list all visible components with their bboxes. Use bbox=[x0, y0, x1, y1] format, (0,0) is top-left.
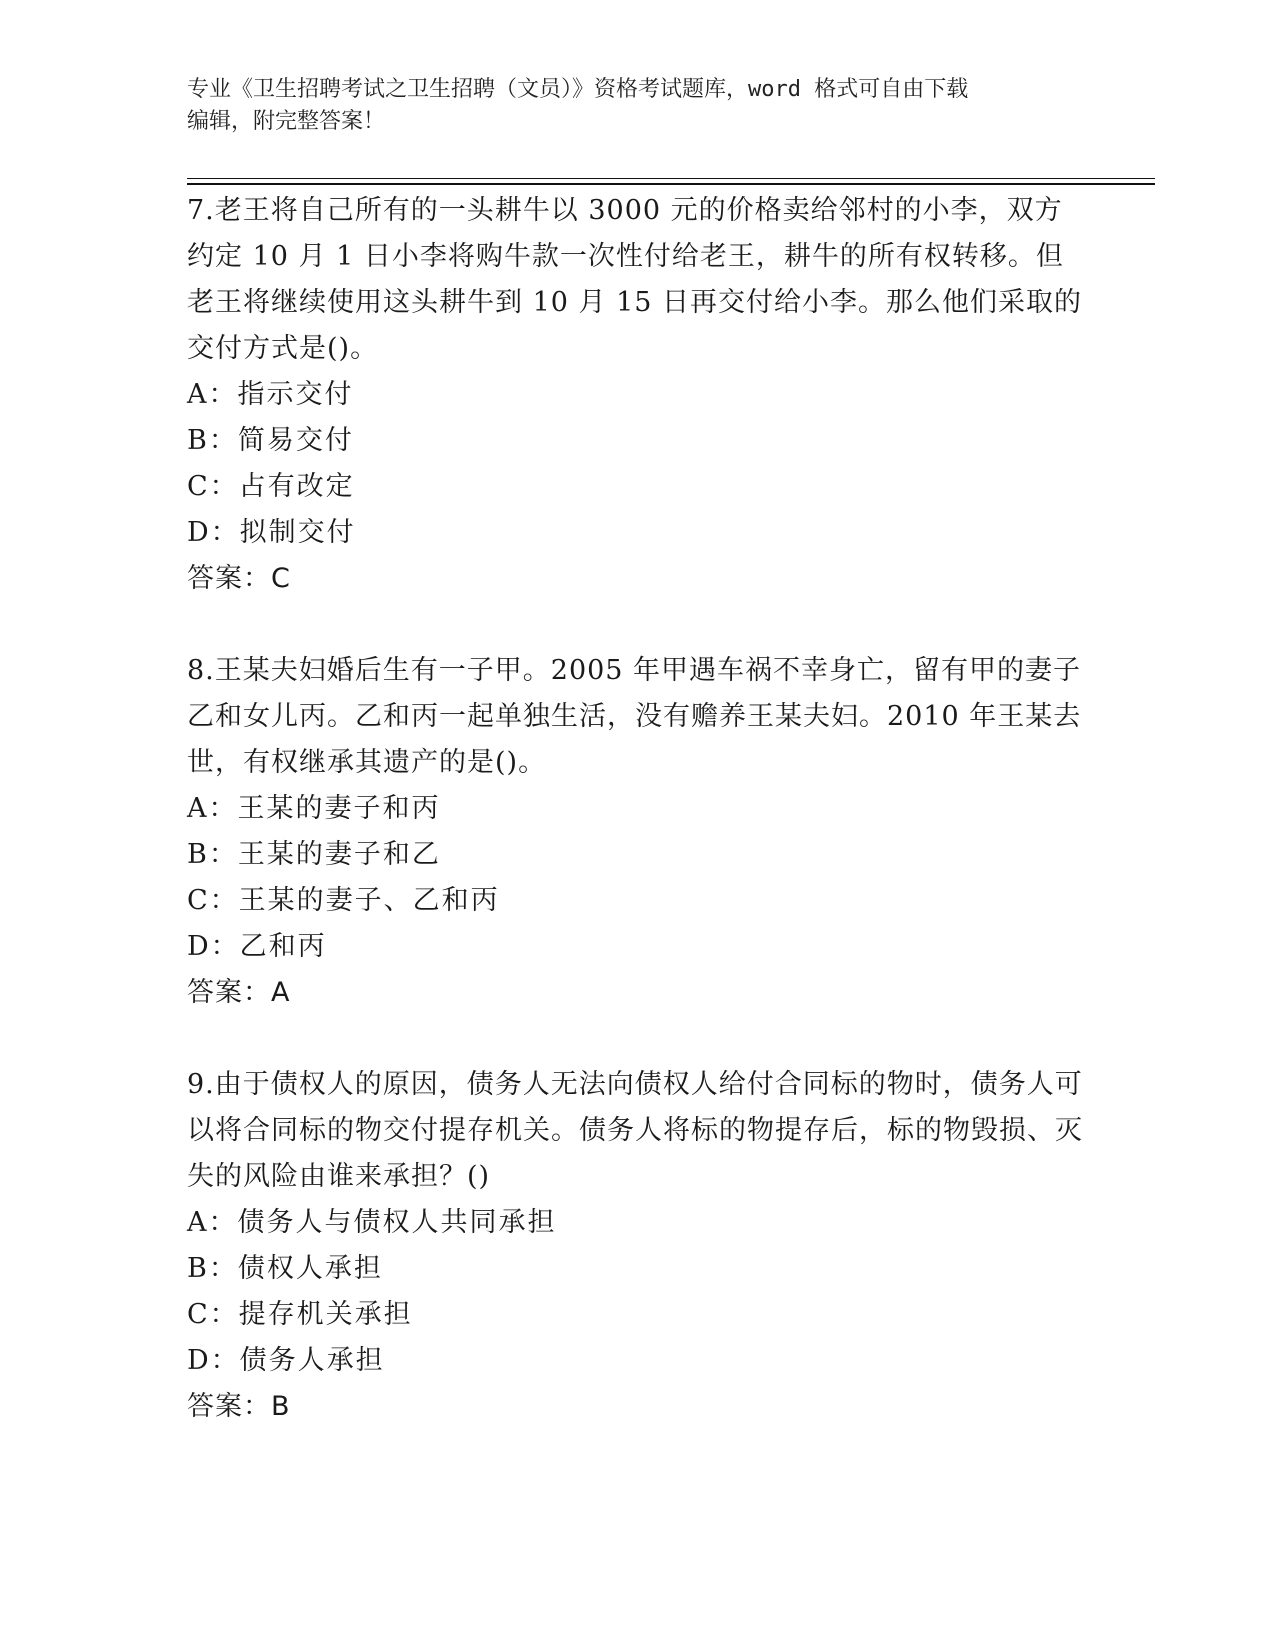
option-d: D：拟制交付 bbox=[187, 517, 356, 548]
answer: 答案：A bbox=[187, 977, 291, 1008]
option-b: B：王某的妻子和乙 bbox=[187, 839, 441, 870]
header-line-2: 编辑，附完整答案！ bbox=[187, 109, 386, 134]
option-c: C：提存机关承担 bbox=[187, 1299, 413, 1330]
option-b: B：简易交付 bbox=[187, 425, 354, 456]
question-8 bbox=[187, 648, 1087, 1016]
question-7 bbox=[187, 188, 1087, 602]
question-stem: 8.王某夫妇婚后生有一子甲。2005 年甲遇车祸不幸身亡，留有甲的妻子乙和女儿丙。乙和丙一起单独生活，没有赡养王某夫妇。2010 年王某去世，有权继承其遗产的是()。 bbox=[187, 655, 1082, 778]
option-c: C：占有改定 bbox=[187, 471, 355, 502]
document-header bbox=[187, 74, 1067, 138]
question-stem: 7.老王将自己所有的一头耕牛以 3000 元的价格卖给邻村的小李，双方约定 10 月 1 日小李将购牛款一次性付给老王，耕牛的所有权转移。但老王将继续使用这头耕牛到 10 月 15 日再交付给小李。那么他们采取的交付方式是()。 bbox=[187, 195, 1083, 364]
option-d: D：乙和丙 bbox=[187, 931, 327, 962]
question-stem: 9.由于债权人的原因，债务人无法向债权人给付合同标的物时，债务人可以将合同标的物交付提存机关。债务人将标的物提存后，标的物毁损、灭失的风险由谁来承担？() bbox=[187, 1069, 1083, 1192]
option-b: B：债权人承担 bbox=[187, 1253, 383, 1284]
option-a: A：王某的妻子和丙 bbox=[187, 793, 441, 824]
question-list bbox=[187, 188, 1087, 1430]
question-9 bbox=[187, 1062, 1087, 1430]
option-c: C：王某的妻子、乙和丙 bbox=[187, 885, 500, 916]
header-divider-thin bbox=[187, 178, 1155, 179]
header-divider-thick bbox=[187, 183, 1155, 185]
option-a: A：债务人与债权人共同承担 bbox=[187, 1207, 557, 1238]
option-d: D：债务人承担 bbox=[187, 1345, 385, 1376]
header-line-1: 专业《卫生招聘考试之卫生招聘（文员）》资格考试题库，word 格式可自由下载 bbox=[187, 77, 969, 102]
answer: 答案：C bbox=[187, 563, 291, 594]
answer: 答案：B bbox=[187, 1391, 291, 1422]
option-a: A：指示交付 bbox=[187, 379, 354, 410]
